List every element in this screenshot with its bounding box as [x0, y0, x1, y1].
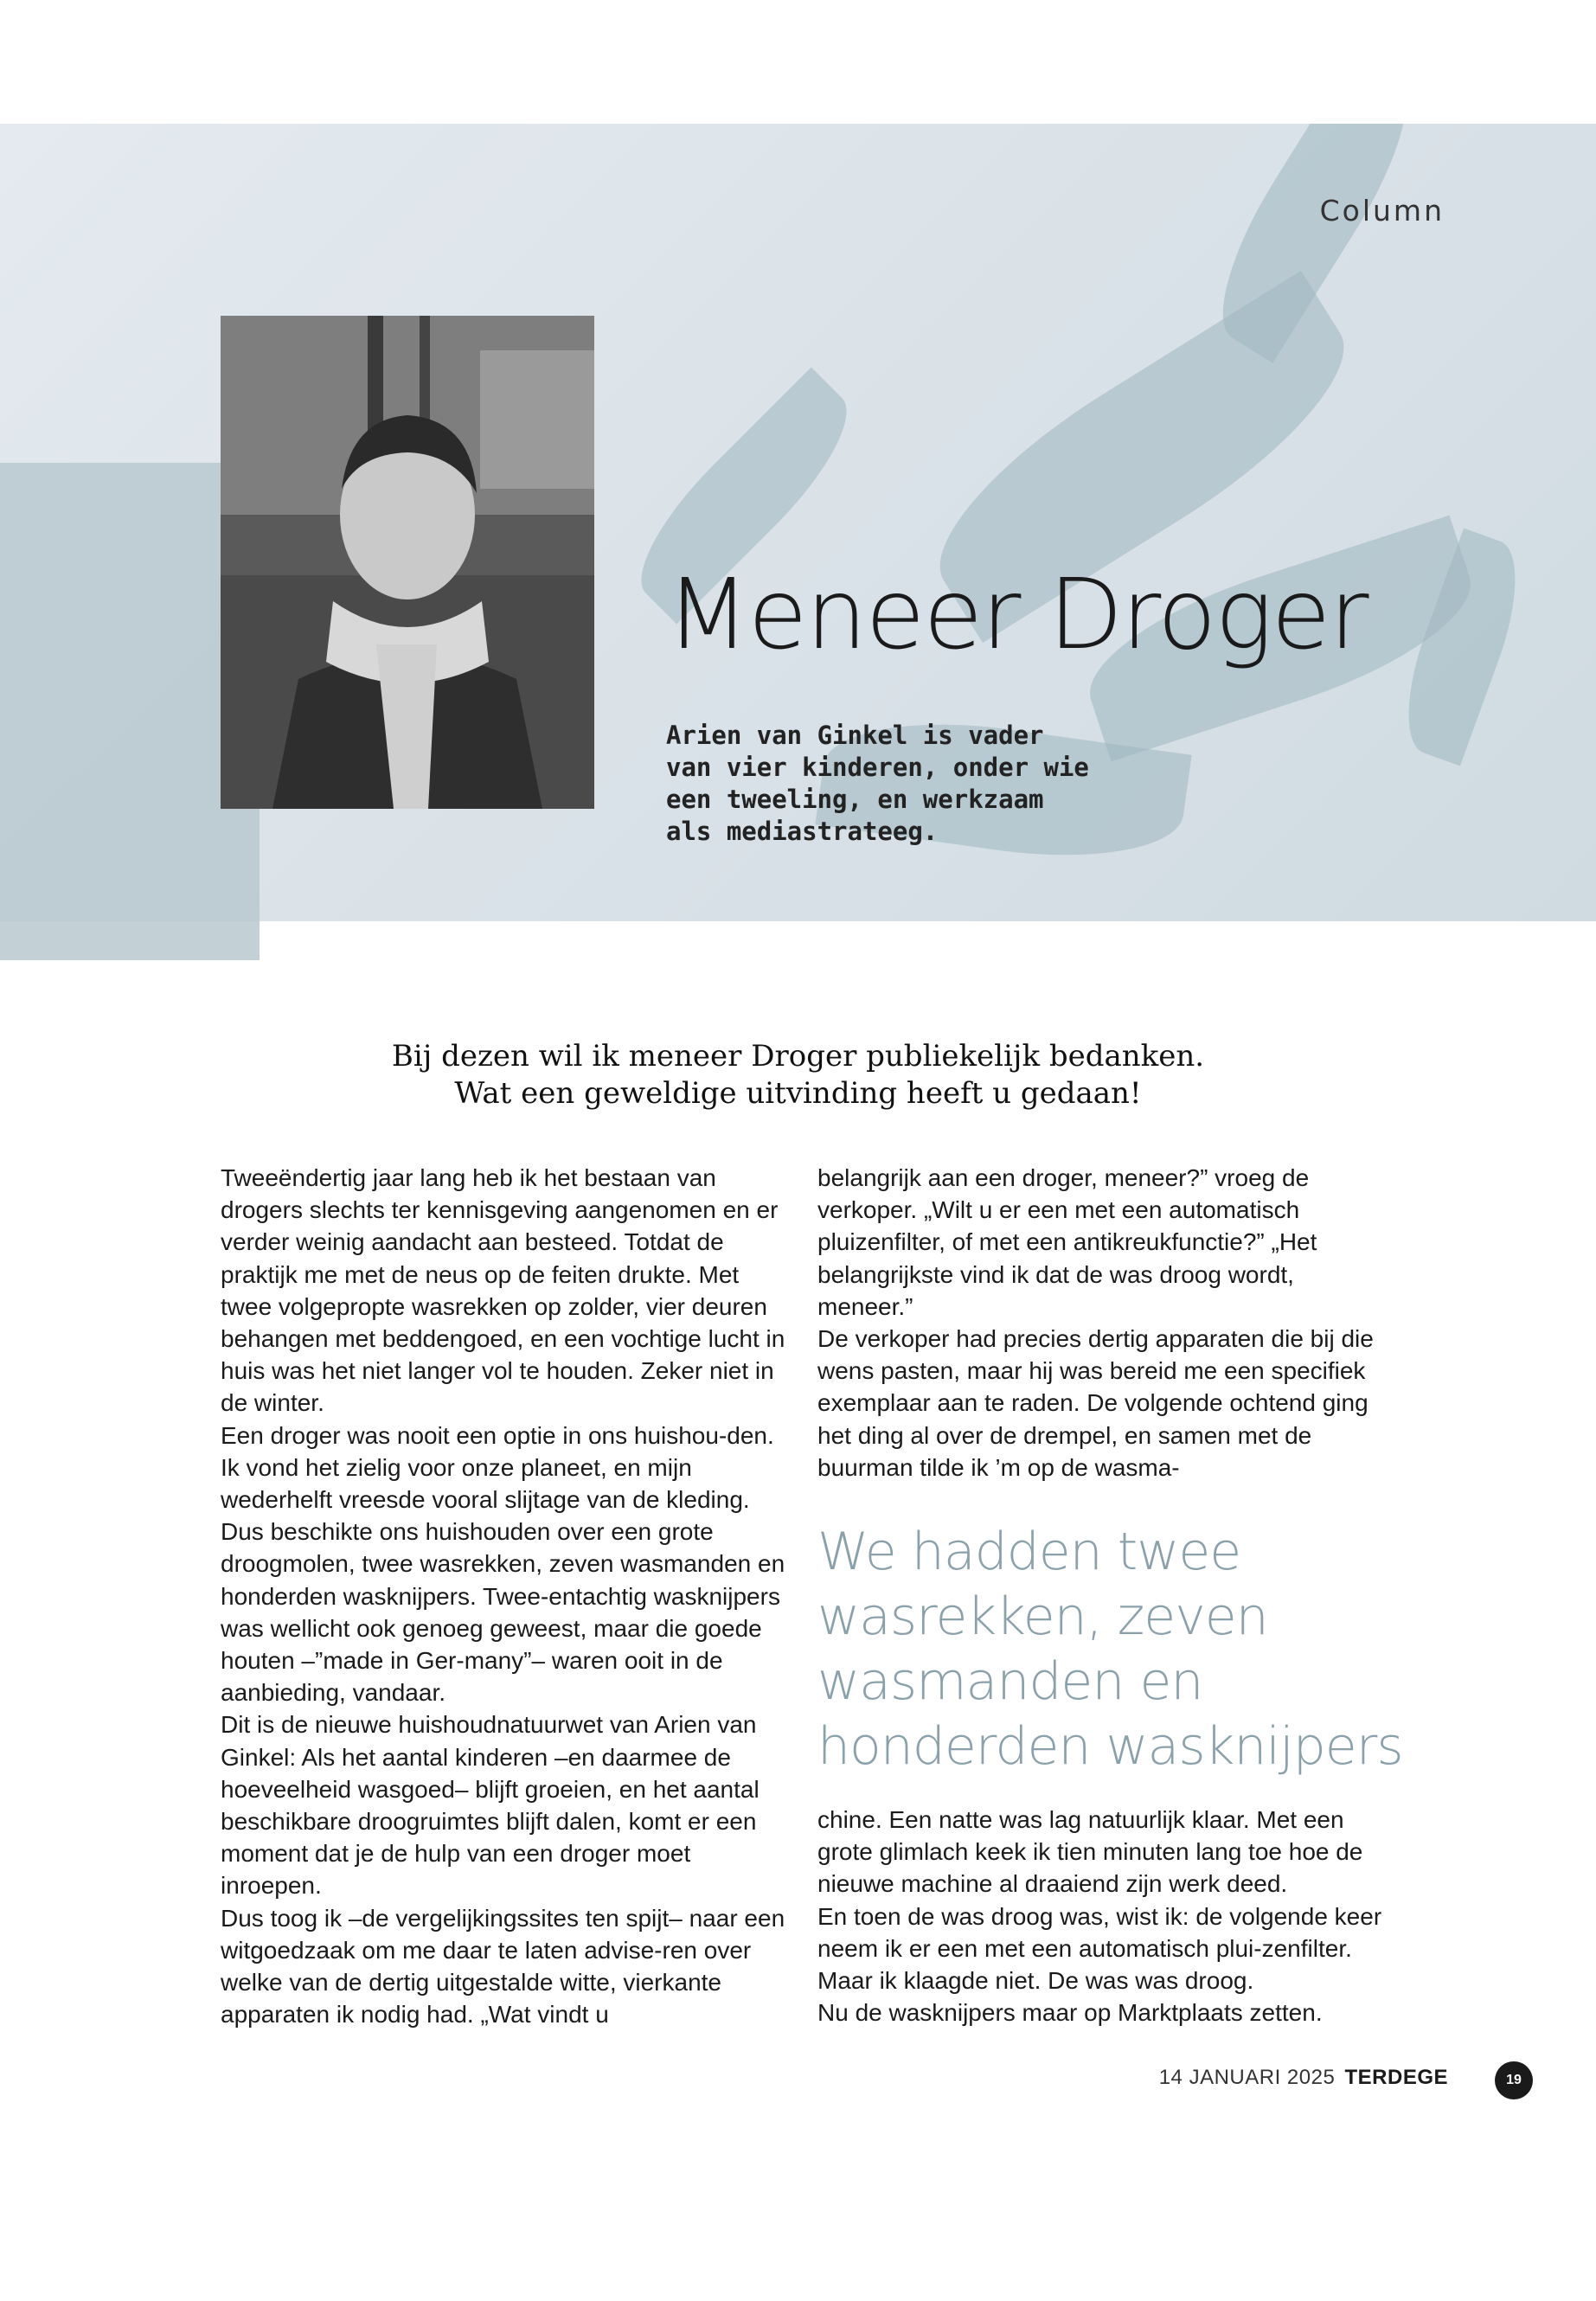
article-lead: [0, 1038, 1596, 1112]
body-paragraph: chine. Een natte was lag natuurlijk klaar. Met een grote glimlach keek ik tien minuten lang toe hoe de nieuwe machine al draaiend zijn werk deed.: [817, 1806, 1363, 1898]
lead-line: Wat een geweldige uitvinding heeft u gedaan!: [454, 1076, 1142, 1111]
body-paragraph: Nu de wasknijpers maar op Marktplaats zetten.: [817, 1999, 1323, 2027]
lead-line: Bij dezen wil ik meneer Droger publiekelijk bedanken.: [391, 1039, 1205, 1074]
body-paragraph: Dus toog ik –de vergelijkingssites ten spijt– naar een witgoedzaak om me daar te laten advise-ren over welke van de dertig uitgestalde witte, vierkante apparaten ik nodig had. „Wat vindt u: [221, 1904, 785, 2029]
author-portrait-graphic: [221, 316, 594, 809]
pull-quote: We hadden twee wasrekken, zeven wasmanden en honderden wasknijpers: [817, 1522, 1403, 1777]
article-title: Meneer Droger: [666, 559, 1368, 671]
body-paragraph: De verkoper had precies dertig apparaten die bij die wens pasten, maar hij was bereid me een specifiek exemplaar aan te raden. De volgende ochtend ging het ding al over de drempel, en samen met de buurman tilde ik ’m op de wasma-: [817, 1325, 1374, 1481]
body-paragraph: belangrijk aan een droger, meneer?” vroeg de verkoper. „Wilt u er een met een automatisch pluizenfilter, of met een antikreukfunctie?” „Het belangrijkste vind ik dat de was droog wordt, meneer.”: [817, 1164, 1317, 1320]
page-number: 19: [1495, 2061, 1533, 2099]
body-column-right-top: [817, 1162, 1384, 1484]
author-photo: [221, 316, 594, 809]
body-column-right-bottom: [817, 1804, 1384, 2029]
body-column-left: [221, 1162, 787, 2030]
section-label: Column: [1319, 194, 1445, 228]
issue-date: 14 JANUARI 2025: [1158, 2066, 1336, 2089]
publication-name: TERDEGE: [1344, 2066, 1448, 2089]
body-paragraph: En toen de was droog was, wist ik: de volgende keer neem ik er een met een automatisch plui-zenfilter. Maar ik klaagde niet. De was was droog.: [817, 1902, 1382, 1995]
body-paragraph: Dit is de nieuwe huishoudnatuurwet van Arien van Ginkel: Als het aantal kinderen –en daarmee de hoeveelheid wasgoed– blijft groeien, en het aantal beschikbare droogruimtes blijft dalen, komt er een moment dat je de hulp van een droger moet inroepen.: [221, 1711, 760, 1900]
page-footer: [1159, 2066, 1448, 2090]
body-paragraph: Tweeëndertig jaar lang heb ik het bestaan van drogers slechts ter kennisgeving aangenomen en er verder weinig aandacht aan besteed. Totdat de praktijk me met de neus op de feiten drukte. Met twee volgepropte wasrekken op zolder, vier deuren behangen met beddengoed, en een vochtige lucht in huis was het niet langer vol te houden. Zeker niet in de winter.: [221, 1164, 785, 1417]
author-bio: Arien van Ginkel is vader van vier kinderen, onder wie een tweeling, en werkzaam als mediastrateeg.: [666, 721, 1089, 846]
body-paragraph: Een droger was nooit een optie in ons huishou-den. Ik vond het zielig voor onze planeet, en mijn wederhelft vreesde vooral slijtage van de kleding. Dus beschikte ons huishouden over een grote droogmolen, twee wasrekken, zeven wasmanden en honderden wasknijpers. Twee-entachtig wasknijpers was wellicht ook genoeg geweest, maar die goede houten –”made in Ger-many”– waren ooit in de aanbieding, vandaar.: [221, 1421, 785, 1707]
